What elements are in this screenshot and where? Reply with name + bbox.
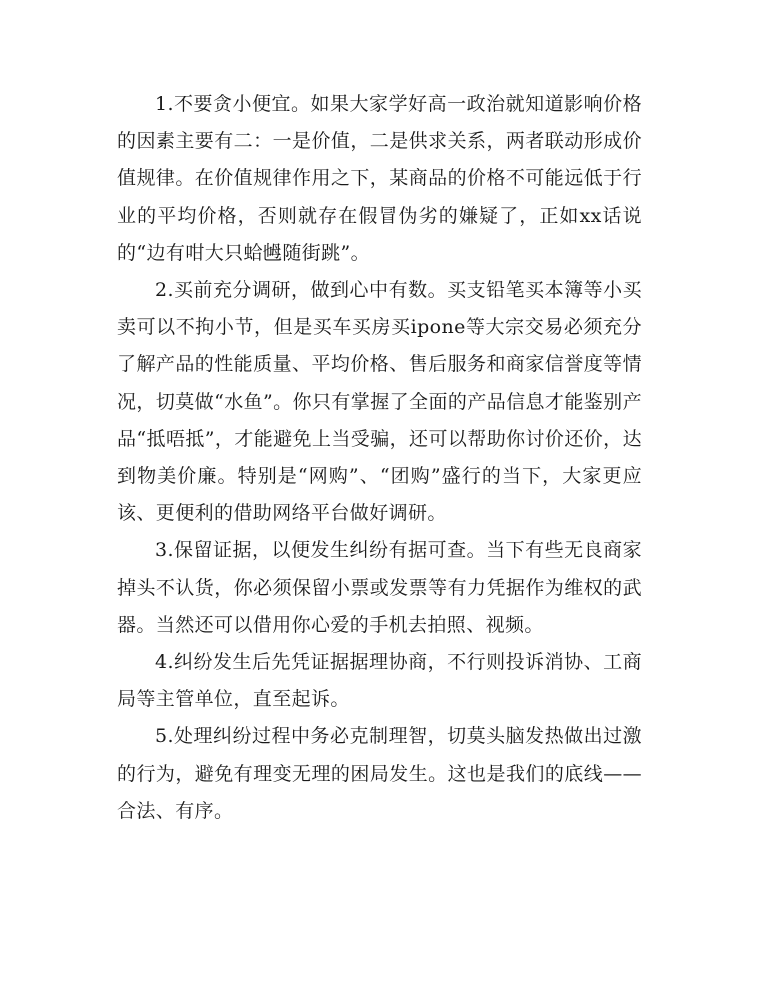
paragraph-2: 2.买前充分调研，做到心中有数。买支铅笔买本簿等小买卖可以不拘小节，但是买车买房买ipone等大宗交易必须充分了解产品的性能质量、平均价格、售后服务和商家信誉度等情况，切莫做“水鱼”。你只有掌握了全面的产品信息才能鉴别产品“抵唔抵”，才能避免上当受骗，还可以帮助你讨价还价，达到物美价廉。特别是“网购”、“团购”盛行的当下，大家更应该、更便利的借助网络平台做好调研。	[117, 279, 642, 525]
document-body	[117, 86, 642, 830]
paragraph-5: 5.处理纠纷过程中务必克制理智，切莫头脑发热做出过激的行为，避免有理变无理的困局发生。这也是我们的底线——合法、有序。	[117, 725, 642, 822]
paragraph-3: 3.保留证据，以便发生纠纷有据可查。当下有些无良商家掉头不认货，你必须保留小票或发票等有力凭据作为维权的武器。当然还可以借用你心爱的手机去拍照、视频。	[117, 539, 642, 636]
paragraph-1: 1.不要贪小便宜。如果大家学好高一政治就知道影响价格的因素主要有二：一是价值，二是供求关系，两者联动形成价值规律。在价值规律作用之下，某商品的价格不可能远低于行业的平均价格，否则就存在假冒伪劣的嫌疑了，正如xx话说的“边有咁大只蛤乸随街跳”。	[117, 93, 642, 264]
paragraph-4: 4.纠纷发生后先凭证据据理协商，不行则投诉消协、工商局等主管单位，直至起诉。	[117, 651, 642, 711]
